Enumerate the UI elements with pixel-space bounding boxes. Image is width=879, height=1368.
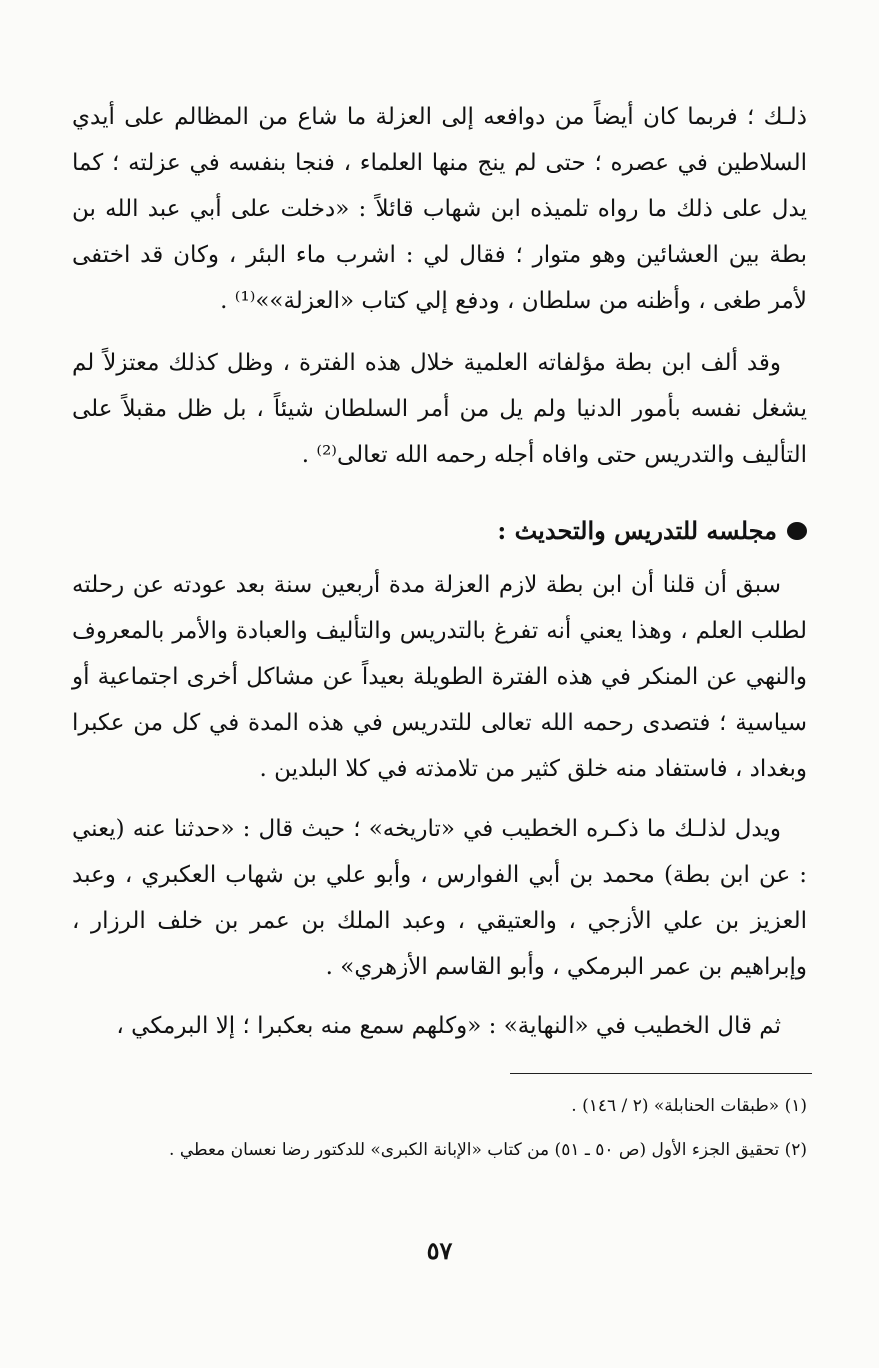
- paragraph-5: ثم قال الخطيب في «النهاية» : «وكلهم سمع منه بعكبرا ؛ إلا البرمكي ،: [116, 1013, 781, 1039]
- paragraph-1: ذلـك ؛ فربما كان أيضاً من دوافعه إلى العزلة ما شاع من المظالم على أيدي السلاطين في عصره ؛ حتى لم ينج منها العلماء ، فنجا بنفسه في عزلته ؛ كما يدل على ذلك ما رواه تلميذه ابن شهاب قائلاً : «دخلت على أبي عبد الله بن بطة بين العشائين وهو متوار ؛ فقال لي : اشرب ماء البئر ، وكان قد اختفى لأمر طغى ، وأظنه من سلطان ، ودفع إلي كتاب «العزلة»»⁽¹⁾ .: [72, 104, 807, 314]
- paragraph-2: وقد ألف ابن بطة مؤلفاته العلمية خلال هذه الفترة ، وظل كذلك معتزلاً لم يشغل نفسه بأمور الدنيا ولم يل من أمر السلطان شيئاً ، بل ظل مقبلاً على التأليف والتدريس حتى وافاه أجله رحمه الله تعالى⁽²⁾ .: [72, 350, 807, 468]
- footnote-divider: [510, 1073, 812, 1074]
- page-number: ٥٧: [426, 1236, 453, 1265]
- section-heading: [497, 508, 807, 554]
- paragraph-3: سبق أن قلنا أن ابن بطة لازم العزلة مدة أربعين سنة بعد عودته عن رحلته لطلب العلم ، وهذا يعني أنه تفرغ بالتدريس والتأليف والعبادة والأمر بالمعروف والنهي عن المنكر في هذه الفترة الطويلة بعيداً عن مشاكل أخرى اجتماعية أو سياسية ؛ فتصدى رحمه الله تعالى للتدريس في هذه المدة في كل من عكبرا وبغداد ، فاستفاد منه خلق كثير من تلامذته في كلا البلدين .: [72, 572, 807, 782]
- section-heading-text: مجلسه للتدريس والتحديث :: [497, 516, 777, 545]
- footnote-1: (١) «طبقات الحنابلة» (٢ / ١٤٦) .: [571, 1096, 807, 1116]
- paragraph-4: ويدل لذلـك ما ذكـره الخطيب في «تاريخه» ؛ حيث قال : «حدثنا عنه (يعني : عن ابن بطة) محمد بن أبي الفوارس ، وأبو علي بن شهاب العكبري ، وعبد العزيز بن علي الأزجي ، والعتيقي ، وعبد الملك بن عمر بن خلف الرزار ، وإبراهيم بن عمر البرمكي ، وأبو القاسم الأزهري» .: [72, 816, 807, 980]
- footnote-2: (٢) تحقيق الجزء الأول (ص ٥٠ ـ ٥١) من كتاب «الإبانة الكبرى» للدكتور رضا نعسان معطي .: [169, 1140, 807, 1160]
- bullet-icon: [787, 522, 807, 540]
